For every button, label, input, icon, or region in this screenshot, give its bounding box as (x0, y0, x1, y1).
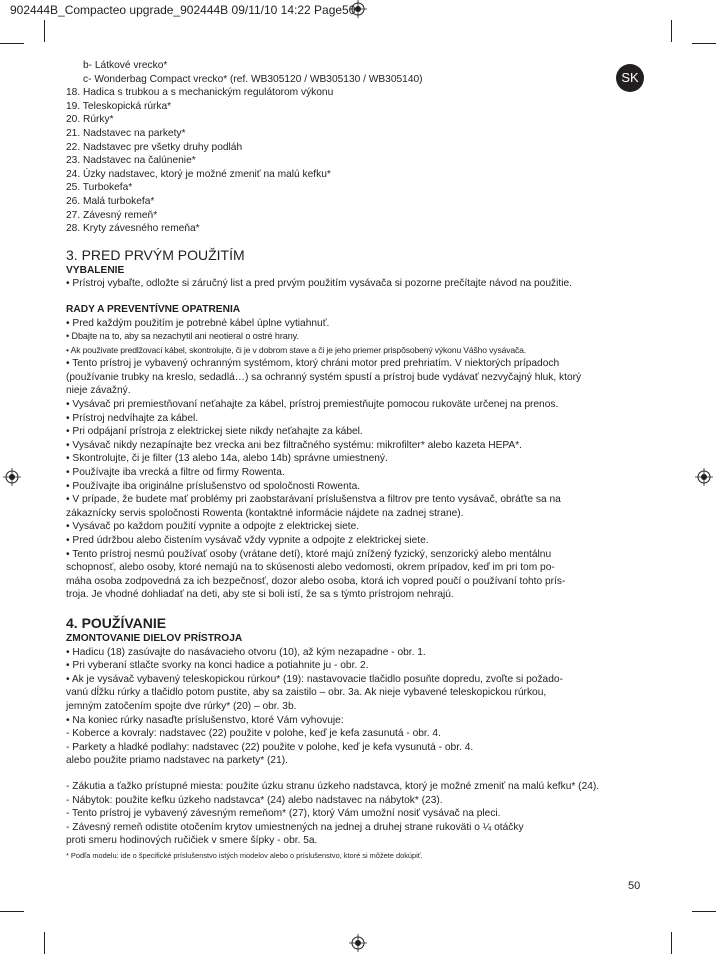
text-line: • Pri odpájaní prístroja z elektrickej siete nikdy neťahajte za kábel. (66, 426, 363, 438)
text-line: 25. Turbokefa* (66, 182, 133, 194)
section-title: 4. POUŽÍVANIE (66, 614, 167, 631)
text-line: máha osoba zodpovedná za ich bezpečnosť, dozor alebo osoba, ktorá ich vopred poučí o používaní tohto prís- (66, 575, 566, 587)
parts-list (66, 59, 648, 236)
text-line: alebo použite priamo nadstavec na parkety* (21). (66, 755, 288, 767)
advice-list (66, 317, 648, 602)
crop-mark (692, 911, 716, 912)
text-line: vanú dĺžku rúrky a tlačidlo potom pustite, aby sa zaistilo – obr. 3a. Ak nieje vybavené teleskopickou rúrkou, (66, 687, 547, 699)
text-line: • Vysávač nikdy nezapínajte bez vrecka ani bez filtračného systému: mikrofilter* alebo kazeta HEPA*. (66, 439, 522, 451)
text-line: • Tento prístroj je vybavený ochranným systémom, ktorý chráni motor pred prehriatím. V niektorých prípadoch (66, 358, 560, 370)
page-content (66, 59, 648, 861)
text-line: • Prístroj nedvíhajte za kábel. (66, 412, 199, 424)
text-line: c- Wonderbag Compact vrecko* (ref. WB305120 / WB305130 / WB305140) (83, 73, 423, 85)
text-line: • Pri vyberaní stlačte svorky na konci hadice a potiahnite ju - obr. 2. (66, 660, 369, 672)
special-usage-list (66, 780, 648, 848)
footnote: * Podľa modelu: ide o špecifické príslušenstvo istých modelov alebo o príslušenstvo, ktoré si môžete dokúpiť. (66, 850, 423, 860)
text-line: schopnosť, alebo osoby, ktoré nemajú na to skúsenosti alebo vedomosti, okrem prípadov, keď im pri tom po- (66, 562, 555, 574)
crop-mark (671, 932, 672, 954)
text-line: jemným zatočením spojte dve rúrky* (20) – obr. 3b. (66, 700, 297, 712)
print-slug: 902444B_Compacteo upgrade_902444B 09/11/10 14:22 Page50 (10, 3, 356, 17)
registration-mark-icon (3, 468, 21, 486)
crop-mark (692, 43, 716, 44)
text-line: • Skontrolujte, či je filter (13 alebo 14a, alebo 14b) správne umiestnený. (66, 453, 388, 465)
text-line: - Koberce a kovraly: nadstavec (22) použite v polohe, keď je kefa zasunutá - obr. 4. (66, 728, 441, 740)
text-line: nieje závažný. (66, 385, 131, 397)
text-line: (používanie trubky na kreslo, sedadlá…) sa ochranný systém spustí a prístroj bude vydávať nezvyčajný hluk, ktorý (66, 371, 582, 383)
text-line: • Dbajte na to, aby sa nezachytil ani neotieral o ostré hrany. (66, 331, 299, 342)
text-line: • Pred údržbou alebo čistením vysávač vždy vypnite a odpojte z elektrickej siete. (66, 535, 429, 546)
text-line: proti smeru hodinových ručičiek v smere šípky - obr. 5a. (66, 835, 318, 847)
text-line: • Pred každým použitím je potrebné kábel úplne vytiahnuť. (66, 317, 330, 329)
text-line: 20. Rúrky* (66, 114, 114, 126)
text-line: 19. Teleskopická rúrka* (66, 100, 172, 112)
text-line: • Ak je vysávač vybavený teleskopickou rúrkou* (19): nastavovacie tlačidlo posuňte dopredu, zvoľte si požado- (66, 673, 563, 685)
text-line: 24. Úzky nadstavec, ktorý je možné zmeniť na malú kefku* (66, 168, 331, 180)
text-line: - Tento prístroj je vybavený závesným remeňom* (27), ktorý Vám umožní nosiť vysávač na pleci. (66, 808, 501, 820)
assembly-list (66, 646, 648, 768)
registration-mark-icon (349, 934, 367, 952)
subsection-heading: VYBALENIE (66, 264, 125, 276)
subsection-heading: ZMONTOVANIE DIELOV PRÍSTROJA (66, 632, 243, 644)
text-line: - Nábytok: použite kefku úzkeho nadstavca* (24) alebo nadstavec na nábytok* (23). (66, 794, 443, 806)
text-line: • Používajte iba vrecká a filtre od firmy Rowenta. (66, 467, 285, 479)
text-line: 28. Kryty závesného remeňa* (66, 223, 200, 235)
text-line: 18. Hadica s trubkou a s mechanickým regulátorom výkonu (66, 87, 334, 99)
crop-mark (671, 20, 672, 42)
paragraph: • Prístroj vybaľte, odložte si záručný list a pred prvým použitím vysávača si pozorne prečítajte návod na použitie. (66, 278, 572, 290)
text-line: troja. Je vhodné dohliadať na deti, aby ste si boli istí, že sa s týmto prístrojom nehrajú. (66, 589, 454, 601)
text-line: zákaznícky servis spoločnosti Rowenta (kontaktné informácie nájdete na zadnej strane). (66, 507, 464, 519)
text-line: • Ak použivate predlžovací kábel, skontrolujte, či je v dobrom stave a či je jeho priemer prispôsobený výkonu Vášho vysávača. (66, 344, 527, 355)
text-line: - Zákutia a ťažko prístupné miesta: použite úzku stranu úzkeho nadstavca, ktorý je možné zmeniť na malú kefku* (24). (66, 780, 600, 792)
text-line: • Hadicu (18) zasúvajte do nasávacieho otvoru (10), až kým nezapadne - obr. 1. (66, 646, 426, 658)
text-line: 22. Nadstavec pre všetky druhy podláh (66, 141, 243, 153)
registration-mark-icon (349, 0, 367, 18)
text-line: 23. Nadstavec na čalúnenie* (66, 155, 196, 167)
text-line: - Parkety a hladké podlahy: nadstavec (22) použite v polohe, keď je kefa vysunutá - obr. 4. (66, 741, 474, 753)
text-line: 27. Závesný remeň* (66, 209, 158, 221)
text-line: 21. Nadstavec na parkety* (66, 127, 186, 139)
text-line: • Vysávač po každom použití vypnite a odpojte z elektrickej siete. (66, 521, 360, 533)
text-line: • Na koniec rúrky nasaďte príslušenstvo, ktoré Vám vyhovuje: (66, 714, 344, 726)
text-line: • V prípade, že budete mať problémy pri zaobstarávaní príslušenstva a filtrov pre tento vysávač, obráťte sa na (66, 494, 561, 506)
crop-mark (44, 20, 45, 42)
section-title: 3. PRED PRVÝM POUŽITÍM (66, 246, 245, 263)
language-badge: SK (616, 64, 644, 92)
subsection-heading: RADY A PREVENTÍVNE OPATRENIA (66, 303, 241, 315)
registration-mark-icon (695, 468, 713, 486)
crop-mark (44, 932, 45, 954)
crop-mark (0, 43, 24, 44)
text-line: • Vysávač pri premiestňovaní neťahajte za kábel, prístroj premiestňujte pomocou rukoväte určenej na prenos. (66, 399, 559, 411)
page-number: 50 (628, 880, 641, 892)
crop-mark (0, 911, 24, 912)
text-line: b- Látkové vrecko* (83, 60, 168, 71)
text-line: • Používajte iba originálne príslušenstvo od spoločnosti Rowenta. (66, 480, 361, 492)
text-line: • Tento prístroj nesmú používať osoby (vrátane detí), ktoré majú znížený fyzický, senzorický alebo mentálnu (66, 548, 552, 560)
text-line: 26. Malá turbokefa* (66, 195, 155, 207)
text-line: - Závesný remeň odistite otočením krytov umiestnených na jednej a druhej strane rukoväti o ¼ otáčky (66, 821, 524, 833)
